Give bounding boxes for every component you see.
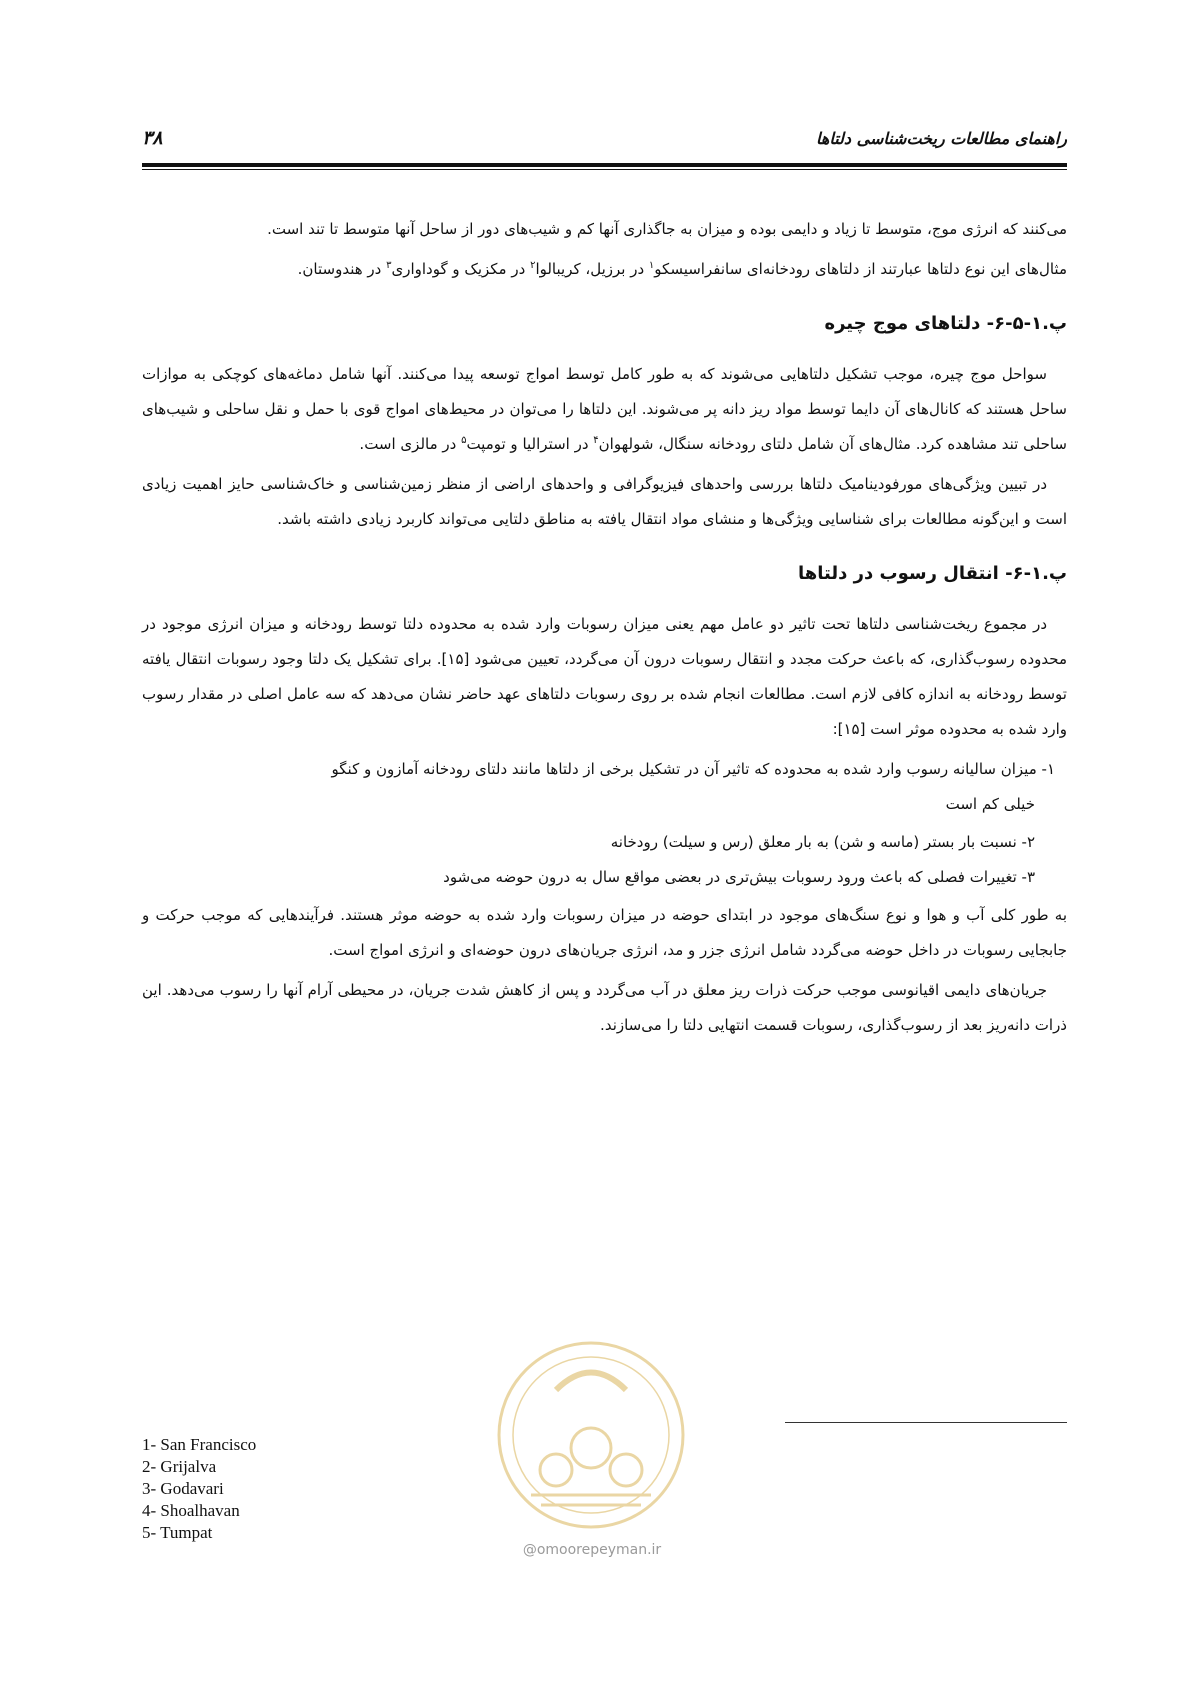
footnote-ref[interactable]: ۵	[461, 435, 467, 446]
section-heading: پ.۱-۶- انتقال رسوب در دلتاها	[798, 563, 1067, 584]
watermark-url: @omoorepeyman.ir	[522, 1542, 662, 1558]
header-rule	[142, 163, 1067, 167]
footnote: 1- San Francisco	[142, 1435, 257, 1454]
footnote-rule	[785, 1422, 1067, 1423]
footnote: 4- Shoalhavan	[142, 1501, 240, 1520]
list-item-continuation: خیلی کم است	[945, 795, 1035, 813]
running-header	[142, 127, 1067, 157]
paragraph: در تبیین ویژگی‌های مورفودینامیک دلتاها بررسی واحدهای فیزیوگرافی و واحدهای اراضی از منظر زمین‌شناسی و خاک‌شناسی حایز اهمیت زیادی است و این‌گونه مطالعات برای شناسایی ویژگی‌ها و منشای مواد انتقال یافته به مناطق دلتایی می‌تواند کاربرد زیادی داشته باشد.	[142, 475, 1067, 528]
body-text	[142, 212, 1067, 1048]
paragraph: به طور کلی آب و هوا و نوع سنگ‌های موجود در ابتدای حوضه در میزان رسوبات وارد شده به حوضه موثر هستند. فرآیندهایی که موجب حرکت و جابجایی رسوبات در داخل حوضه می‌گردد شامل انرژی جزر و مد، انرژی جریان‌های درون حوضه‌ای و انرژی امواج است.	[142, 906, 1067, 959]
watermark-seal	[486, 1330, 696, 1550]
footnote-ref[interactable]: ۱	[648, 260, 655, 271]
footnote-ref[interactable]: ۲	[530, 260, 536, 271]
text-run: در استرالیا و تومپت	[466, 435, 594, 453]
text-run: سواحل موج چیره، موجب تشکیل دلتاهایی می‌شوند که به طور کامل توسط امواج توسعه پیدا می‌کنند. آنها شامل دماغه‌های کوچکی به موازات ساحل هستند که کانال‌های آن دایما توسط مواد ریز دانه پر می‌شوند. این دلتاها را می‌توان در محیط‌های امواج قوی با حمل و نقل ساحلی و شیب‌های ساحلی تند مشاهده کرد. مثال‌های آن شامل دلتای رودخانه سنگال، شولهوان	[142, 365, 1067, 453]
paragraph: می‌کنند که انرژی موج، متوسط تا زیاد و دایمی بوده و میزان به جاگذاری آنها کم و شیب‌های دور از ساحل آنها متوسط تا تند است.	[267, 220, 1067, 238]
page-number: ۳۸	[142, 127, 163, 149]
section-heading: پ.۱-۵-۶- دلتاهای موج چیره	[824, 313, 1067, 334]
list-item: ۳- تغییرات فصلی که باعث ورود رسوبات بیش‌تری در بعضی مواقع سال به درون حوضه می‌شود	[443, 868, 1035, 886]
footnotes	[142, 1434, 256, 1544]
text-run: در مالزی است.	[359, 435, 462, 453]
footnote: 5- Tumpat	[142, 1523, 213, 1542]
text-run: در برزیل، کریبالوا	[535, 260, 649, 278]
list-item: ۱- میزان سالیانه رسوب وارد شده به محدوده که تاثیر آن در تشکیل برخی از دلتاها مانند دلتای رودخانه آمازون و کنگو	[331, 760, 1055, 778]
footnote-ref[interactable]: ۴	[593, 435, 599, 446]
footnote: 3- Godavari	[142, 1479, 224, 1498]
list-item: ۲- نسبت بار بستر (ماسه و شن) به بار معلق (رس و سیلت) رودخانه	[610, 833, 1035, 851]
footnote-ref[interactable]: ۳	[386, 260, 392, 271]
text-run: مثال‌های این نوع دلتاها عبارتند از دلتاهای رودخانه‌ای سانفراسیسکو	[654, 260, 1067, 278]
header-rule-thin	[142, 169, 1067, 170]
paragraph: جریان‌های دایمی اقیانوسی موجب حرکت ذرات ریز معلق در آب می‌گردد و پس از کاهش شدت جریان، در محیطی آرام آنها را رسوب می‌دهد. این ذرات دانه‌ریز بعد از رسوب‌گذاری، رسوبات قسمت انتهایی دلتا را می‌سازند.	[142, 981, 1067, 1034]
paragraph	[142, 252, 1067, 287]
header-title: راهنمای مطالعات ریخت‌شناسی دلتاها	[816, 129, 1067, 148]
paragraph	[142, 357, 1067, 462]
text-run: در هندوستان.	[297, 260, 387, 278]
paragraph: در مجموع ریخت‌شناسی دلتاها تحت تاثیر دو عامل مهم یعنی میزان رسوبات وارد شده به محدوده دلتا توسط رودخانه و میزان انرژی موجود در محدوده رسوب‌گذاری، که باعث حرکت مجدد و انتقال رسوبات درون آن می‌گردد، تعیین می‌شود [۱۵]. برای تشکیل یک دلتا وجود رسوبات انتقال یافته توسط رودخانه به اندازه کافی لازم است. مطالعات انجام شده بر روی رسوبات دلتاهای عهد حاضر نشان می‌دهد که سه عامل اصلی در مقدار رسوب وارد شده به محدوده موثر است [۱۵]:	[142, 615, 1068, 738]
footnote: 2- Grijalva	[142, 1457, 217, 1476]
text-run: در مکزیک و گوداواری	[391, 260, 531, 278]
